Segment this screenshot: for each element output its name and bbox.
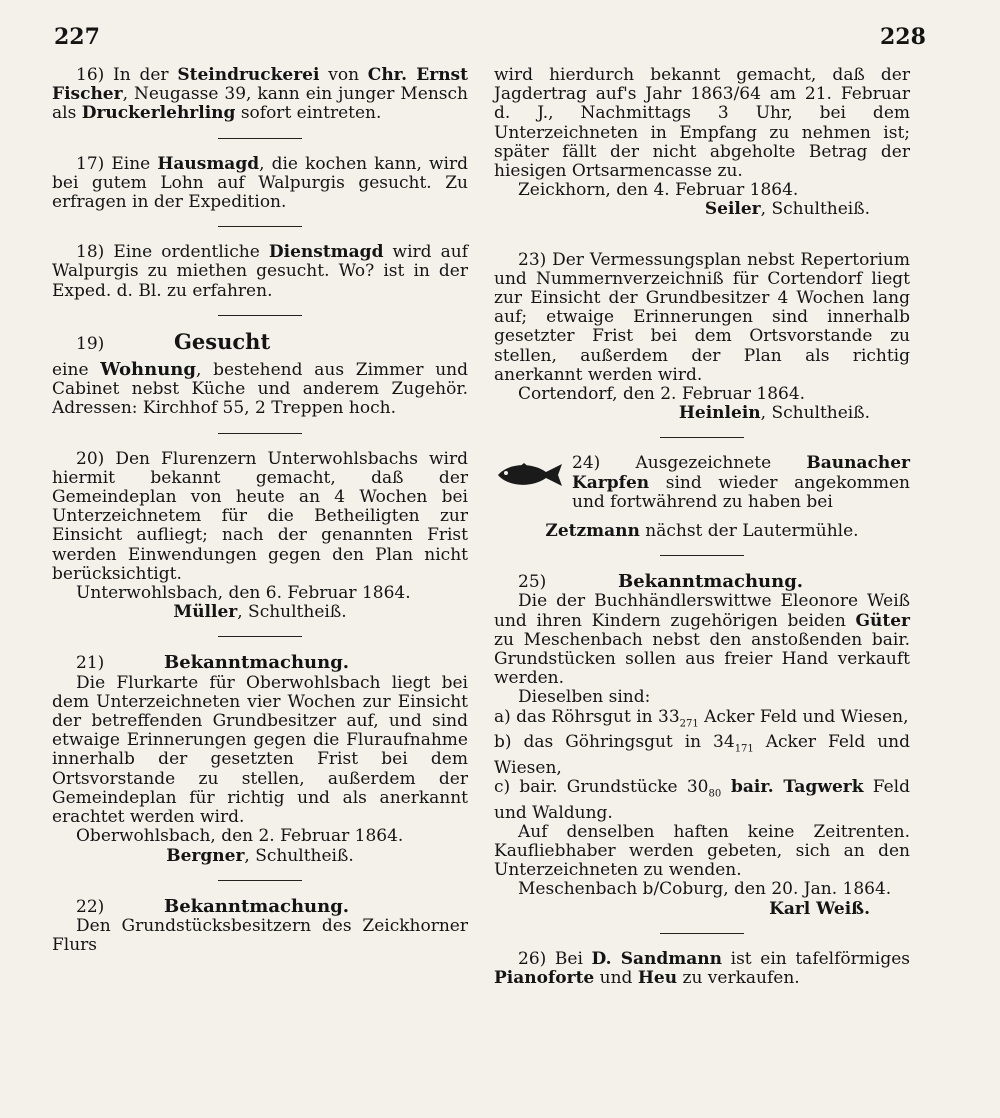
ad-25-item-c: c) bair. Grundstücke $30_{80}$ bair. Tagwerk Feld und Waldung.: [494, 777, 910, 823]
left-column: [52, 66, 468, 955]
ad-25-signature: Karl Weiß.: [769, 898, 870, 919]
ad-22-header: 22) Bekanntmachung.: [76, 895, 350, 917]
ad-25-header: 25) Bekanntmachung.: [518, 571, 804, 593]
divider: [218, 636, 302, 637]
divider: [218, 433, 302, 434]
ad-22-continued: wird hierdurch bekannt gemacht, daß der Jagdertrag auf's Jahr 1863/64 am 21. Februar d. J., Nachmittags 3 Uhr, bei dem Unterzeichneten in Empfang zu nehmen ist; später fällt der nicht abgeholte Betrag der hiesigen Ortsarmencasse zu.: [494, 65, 910, 182]
ad-22: Den Grundstücksbesitzern des Zeickhorner Flurs: [52, 915, 468, 956]
divider: [218, 138, 302, 139]
ad-21-header: 21) Bekanntmachung.: [76, 652, 350, 674]
ad-22-place: Zeickhorn, den 4. Februar 1864.: [518, 180, 799, 201]
ad-24: 24) Ausgezeichnete Baunacher Karpfen sind wieder angekommen und fortwährend zu haben bei: [494, 454, 910, 512]
page-number-right: 228: [880, 24, 926, 50]
divider: [218, 880, 302, 881]
ad-17: 17) Eine Hausmagd, die kochen kann, wird bei gutem Lohn auf Walpurgis gesucht. Zu erfragen in der Expedition.: [52, 153, 468, 213]
ad-22-signature: Seiler, Schultheiß.: [704, 199, 870, 220]
fish-icon: [494, 460, 566, 490]
ad-25-list-intro: Dieselben sind:: [518, 687, 651, 708]
ad-25-item-a: a) das Röhrsgut in $33_{271}$ Acker Feld und Wiesen,: [494, 706, 909, 730]
divider: [660, 933, 744, 934]
ad-19: eine Wohnung, bestehend aus Zimmer und Cabinet nebst Küche und anderem Zugehör. Adressen: Kirchhof 55, 2 Treppen hoch.: [52, 359, 468, 419]
ad-23-signature: Heinlein, Schultheiß.: [678, 403, 870, 424]
ad-21: Die Flurkarte für Oberwohlsbach liegt bei dem Unterzeichneten vier Wochen zur Einsicht der betreffenden Grundbesitzer auf, und sind etwaige Erinnerungen gegen die Fluraufnahme innerhalb der gesetzten Frist bei dem Ortsvorstande zu stellen, außerdem der Gemeindeplan für richtig und als anerkannt erachtet werden wird.: [52, 672, 468, 828]
ad-24-signature: Zetzmann nächst der Lautermühle.: [545, 521, 859, 542]
right-column: [494, 66, 910, 988]
ad-20: 20) Den Flurenzern Unterwohlsbachs wird hiermit bekannt gemacht, daß der Gemeindeplan von heute an 4 Wochen bei Unterzeichnetem für die Betheiligten zur Einsicht aufliegt; nach der genannten Frist werden Einwendungen gegen den Plan nicht berücksichtigt.: [52, 448, 468, 584]
ad-19-header: 19) Gesucht: [76, 328, 271, 354]
divider: [660, 437, 744, 438]
ad-25-place: Meschenbach b/Coburg, den 20. Jan. 1864.: [518, 879, 892, 900]
ad-21-signature: Bergner, Schultheiß.: [166, 845, 354, 866]
ad-23: 23) Der Vermessungsplan nebst Repertorium und Nummernverzeichniß für Cortendorf liegt zur Einsicht der Grundbesitzer 4 Wochen lang auf; etwaige Erinnerungen sind innerhalb gesetzter Frist bei dem Ortsvorstande zu stellen, außerdem der Plan als richtig anerkannt werden wird.: [494, 249, 910, 385]
divider: [660, 555, 744, 556]
ad-21-place: Oberwohlsbach, den 2. Februar 1864.: [76, 826, 404, 847]
ad-25-intro: Die der Buchhändlerswittwe Eleonore Weiß und ihren Kindern zugehörigen beiden Güter zu Meschenbach nebst den anstoßenden bair. Grundstücken sollen aus freier Hand verkauft werden.: [494, 591, 910, 689]
ad-25-item-b: b) das Göhringsgut in $34_{171}$ Acker Feld und Wiesen,: [494, 732, 910, 778]
ad-20-place: Unterwohlsbach, den 6. Februar 1864.: [76, 583, 411, 604]
ad-23-place: Cortendorf, den 2. Februar 1864.: [518, 384, 806, 405]
ad-26: 26) Bei D. Sandmann ist ein tafelförmiges Pianoforte und Heu zu verkaufen.: [494, 948, 910, 989]
divider: [218, 315, 302, 316]
ad-16: 16) In der Steindruckerei von Chr. Ernst Fischer, Neugasse 39, kann ein junger Mensch als Druckerlehrling sofort eintreten.: [52, 65, 468, 124]
divider: [218, 226, 302, 227]
page-number-left: 227: [54, 24, 100, 50]
ad-18: 18) Eine ordentliche Dienstmagd wird auf Walpurgis zu miethen gesucht. Wo? ist in der Exped. d. Bl. zu erfahren.: [52, 242, 468, 301]
ad-20-signature: Müller, Schultheiß.: [173, 602, 347, 623]
ad-25-terms: Auf denselben haften keine Zeitrenten. Kaufliebhaber werden gebeten, sich an den Unterzeichneten zu wenden.: [494, 821, 910, 881]
